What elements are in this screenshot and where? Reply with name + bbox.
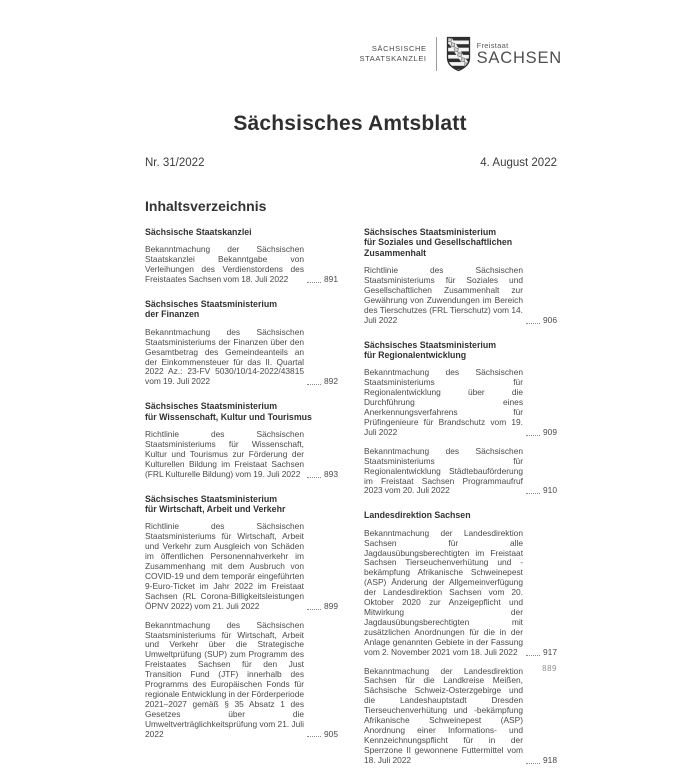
toc-entry-page: 905: [324, 728, 338, 739]
toc-entry-page: 909: [543, 426, 557, 437]
toc-entry: [364, 667, 557, 766]
toc-entry: [364, 447, 557, 497]
dot-leader: [526, 492, 540, 494]
toc-entry: [364, 529, 557, 658]
masthead-divider: [436, 37, 437, 71]
section-heading-line: der Finanzen: [145, 309, 200, 320]
toc-entry-text: Richtlinie des Sächsischen Staatsministeriums für Wissenschaft, Kultur und Tourismus zur Förderung der Kulturellen Bildung im Freistaat Sachsen (FRL Kulturelle Bildung) vom 19. Juli 2022: [145, 429, 305, 479]
dot-leader: [307, 476, 321, 478]
footer-page-number: 889: [542, 664, 557, 673]
toc-entry-text: Richtlinie des Sächsischen Staatsministeriums für Soziales und Gesellschaftlichen Zusammenhalt zur Gewährung von Zuwendungen im Bereich des Tierschutzes (FRL Tierschutz) vom 14. Juli 2022: [364, 265, 524, 325]
section-heading-line: Landesdirektion Sachsen: [364, 510, 471, 521]
section-heading: [145, 227, 338, 237]
issue-meta-row: [145, 157, 557, 169]
toc-entry-text: Bekanntmachung der Landesdirektion Sachsen für alle Jagdausübungsberechtigten im Freistaat Sachsen Tierseuchenverhütung und -bekämpfung Afrikanische Schweinepest (ASP) Änderung der Allgemeinverfügung der Landesdirektion Sachsen vom 20. Oktober 2020 zur Anzeigepflicht und Mitwirkung der Jagdausübungsberechtigten mit zusätzlichen Anordnungen für die in der Anlage genannten Gebiete in der Fassung vom 2. November 2021 vom 18. Juli 2022: [364, 527, 524, 657]
section-heading: [364, 340, 557, 361]
issue-number: Nr. 31/2022: [145, 157, 205, 169]
section-heading: [145, 401, 338, 422]
section-heading-line: für Wissenschaft, Kultur und Tourismus: [145, 411, 312, 422]
state-wordmark-small: Freistaat: [476, 41, 509, 50]
toc-entry: [145, 245, 338, 285]
state-wordmark: [477, 41, 562, 67]
section-heading: [364, 227, 557, 258]
saxony-coat-of-arms-icon: [446, 36, 471, 72]
toc-entry: [145, 430, 338, 480]
toc-entry: [364, 368, 557, 437]
page-title: Sächsisches Amtsblatt: [233, 112, 467, 135]
toc-entry-text: Bekanntmachung des Sächsischen Staatsministeriums für Regionalentwicklung Städtebauförderung im Freistaat Sachsen Programmaufruf 2023 vom 20. Juli 2022: [364, 445, 524, 496]
masthead: [360, 36, 563, 72]
agency-line1: SÄCHSISCHE: [371, 44, 427, 53]
toc-entry-text: Bekanntmachung des Sächsischen Staatsministeriums für Regionalentwicklung über die Durchführung eines Anerkennungsverfahrens für Prüfingenieure für Brandschutz vom 19. Juli 2022: [364, 367, 524, 437]
dot-leader: [307, 383, 321, 385]
toc-entry: [364, 266, 557, 325]
section-heading: [145, 494, 338, 515]
section-heading-line: für Soziales und Gesellschaftlichen: [364, 237, 513, 248]
state-wordmark-large: SACHSEN: [476, 49, 562, 67]
toc-entry-page: 917: [543, 646, 557, 657]
section-heading-line: für Regionalentwicklung: [364, 350, 467, 361]
toc-entry: [145, 621, 338, 740]
agency-line2: STAATSKANZLEI: [359, 54, 427, 63]
dot-leader: [307, 281, 321, 283]
dot-leader: [526, 654, 540, 656]
toc-entry-text: Bekanntmachung des Sächsischen Staatsministeriums der Finanzen über den Gesamtbetrag des Gemeindeanteils an der Einkommensteuer für das II. Quartal 2022 Az.: 23-FV 5030/10/14-2022/43815 vom 19. Juli 2022: [145, 326, 305, 387]
toc-entry-page: 906: [543, 314, 557, 325]
agency-name: [360, 44, 427, 64]
toc-entry-text: Bekanntmachung der Landesdirektion Sachsen für die Landkreise Meißen, Sächsische Schweiz-Osterzgebirge und die Landeshauptstadt Dresden Tierseuchenverhütung und -bekämpfung Afrikanische Schweinepest (ASP) Anordnung einer Informations- und Kennzeichnungspflicht für in der Sperrzone II gewonnene Futtermittel vom 18. Juli 2022: [364, 665, 524, 765]
toc-column-right: [364, 227, 557, 775]
toc-column-left: [145, 227, 338, 775]
section-heading-line: Sächsisches Staatsministerium: [145, 299, 278, 310]
toc-entry-page: 918: [543, 754, 557, 765]
toc-entry-page: 910: [543, 485, 557, 496]
toc-entry-text: Bekanntmachung des Sächsischen Staatsministeriums für Wirtschaft, Arbeit und Verkehr über die Strategische Umweltprüfung (SUP) zum Programm des Freistaates Sachsen für den Just Transition Fund (JTF) innerhalb des Programms des Europäischen Fonds für regionale Entwicklung in der Förderperiode 2021–2027 gemäß § 35 Absatz 1 des Gesetzes über die Umweltverträglichkeitsprüfung vom 21. Juli 2022: [145, 619, 305, 739]
dot-leader: [526, 762, 540, 764]
toc-entry-page: 892: [324, 376, 338, 387]
toc-entry-page: 891: [324, 274, 338, 285]
table-of-contents: [145, 227, 557, 775]
section-heading: [364, 510, 557, 520]
toc-entry: [145, 328, 338, 387]
section-heading-line: Sächsisches Staatsministerium: [145, 401, 278, 412]
section-heading-line: Sächsische Staatskanzlei: [145, 227, 252, 237]
issue-date: 4. August 2022: [480, 157, 557, 169]
dot-leader: [307, 735, 321, 737]
dot-leader: [307, 608, 321, 610]
toc-title: Inhaltsverzeichnis: [145, 198, 267, 214]
dot-leader: [526, 322, 540, 324]
toc-entry-text: Richtlinie des Sächsischen Staatsministeriums für Wirtschaft, Arbeit und Verkehr zum Ausgleich von Schäden im öffentlichen Personennahverkehr im Zusammenhang mit dem Ausbruch von COVID-19 und dem temporär eingeführten 9-Euro-Ticket im Jahr 2022 im Freistaat Sachsen (RL Corona-Billigkeitsleistungen ÖPNV 2022) vom 21. Juli 2022: [145, 521, 305, 611]
section-heading-line: Zusammenhalt: [364, 247, 427, 258]
section-heading-line: Sächsisches Staatsministerium: [364, 227, 497, 237]
section-heading-line: Sächsisches Staatsministerium: [145, 493, 278, 504]
toc-entry: [145, 522, 338, 611]
section-heading: [145, 299, 338, 320]
toc-entry-page: 899: [324, 600, 338, 611]
section-heading-line: Sächsisches Staatsministerium: [364, 339, 497, 350]
section-heading-line: für Wirtschaft, Arbeit und Verkehr: [145, 504, 286, 515]
dot-leader: [526, 434, 540, 436]
toc-entry-page: 893: [324, 468, 338, 479]
toc-entry-text: Bekanntmachung der Sächsischen Staatskanzlei Bekanntgabe von Verleihungen des Verdienstordens des Freistaates Sachsen vom 18. Juli 2022: [145, 244, 305, 285]
